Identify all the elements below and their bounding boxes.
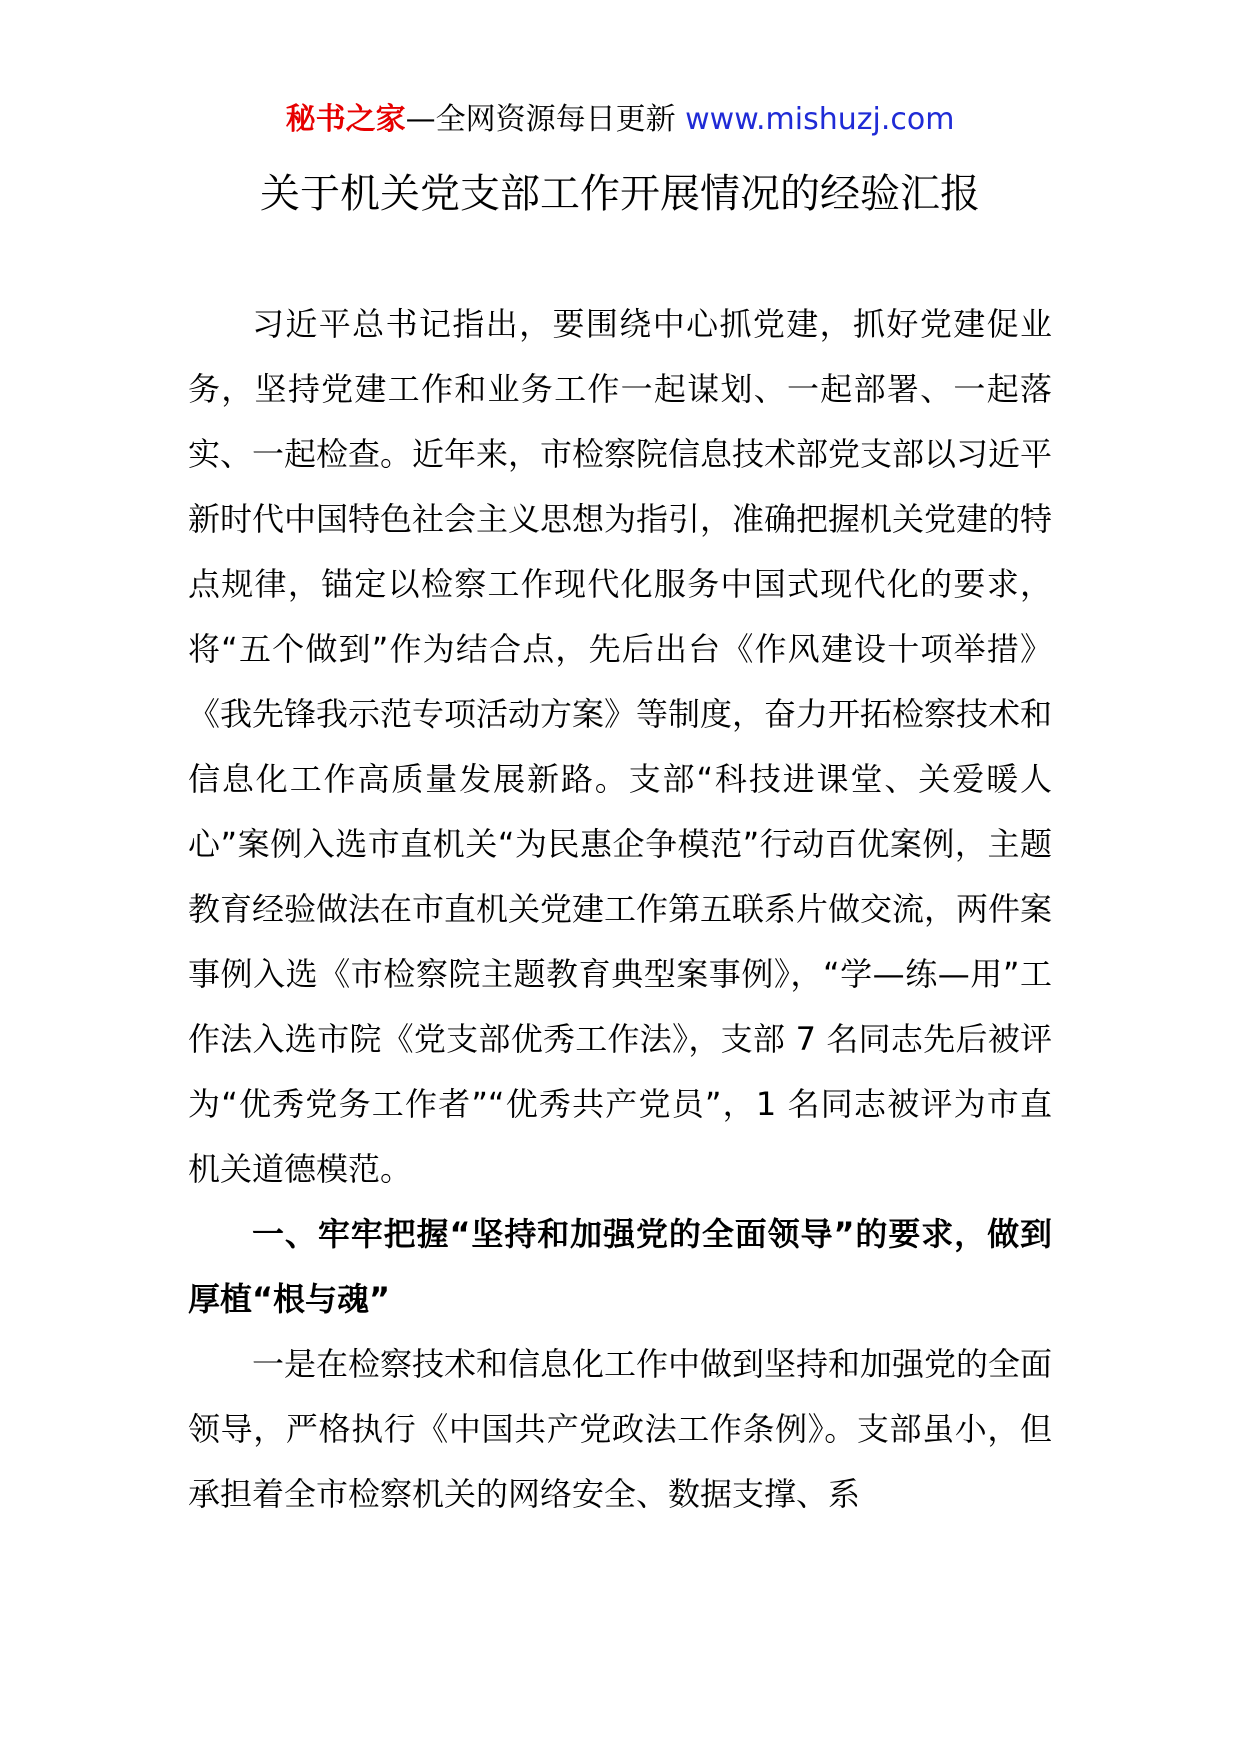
site-header bbox=[0, 100, 1240, 140]
brand-name: 秘书之家 bbox=[285, 102, 406, 137]
header-tagline: —全网资源每日更新 bbox=[405, 102, 686, 137]
site-url-link[interactable]: www.mishuzj.com bbox=[685, 102, 955, 137]
document-body bbox=[188, 292, 1052, 1527]
intro-paragraph: 习近平总书记指出，要围绕中心抓党建，抓好党建促业务，坚持党建工作和业务工作一起谋划、一起部署、一起落实、一起检查。近年来，市检察院信息技术部党支部以习近平新时代中国特色社会主义思想为指引，准确把握机关党建的特点规律，锚定以检察工作现代化服务中国式现代化的要求，将“五个做到”作为结合点，先后出台《作风建设十项举措》《我先锋我示范专项活动方案》等制度，奋力开拓检察技术和信息化工作高质量发展新路。支部“科技进课堂、关爱暖人心”案例入选市直机关“为民惠企争模范”行动百优案例，主题教育经验做法在市直机关党建工作第五联系片做交流，两件案事例入选《市检察院主题教育典型案事例》，“学—练—用”工作法入选市院《党支部优秀工作法》，支部 7 名同志先后被评为“优秀党务工作者”“优秀共产党员”，1 名同志被评为市直机关道德模范。 bbox=[188, 305, 1053, 1188]
body-paragraph: 一是在检察技术和信息化工作中做到坚持和加强党的全面领导，严格执行《中国共产党政法工作条例》。支部虽小，但承担着全市检察机关的网络安全、数据支撑、系 bbox=[188, 1345, 1053, 1513]
section-heading: 一、牢牢把握“坚持和加强党的全面领导”的要求，做到厚植“根与魂” bbox=[188, 1215, 1052, 1318]
document-title: 关于机关党支部工作开展情况的经验汇报 bbox=[260, 171, 980, 217]
